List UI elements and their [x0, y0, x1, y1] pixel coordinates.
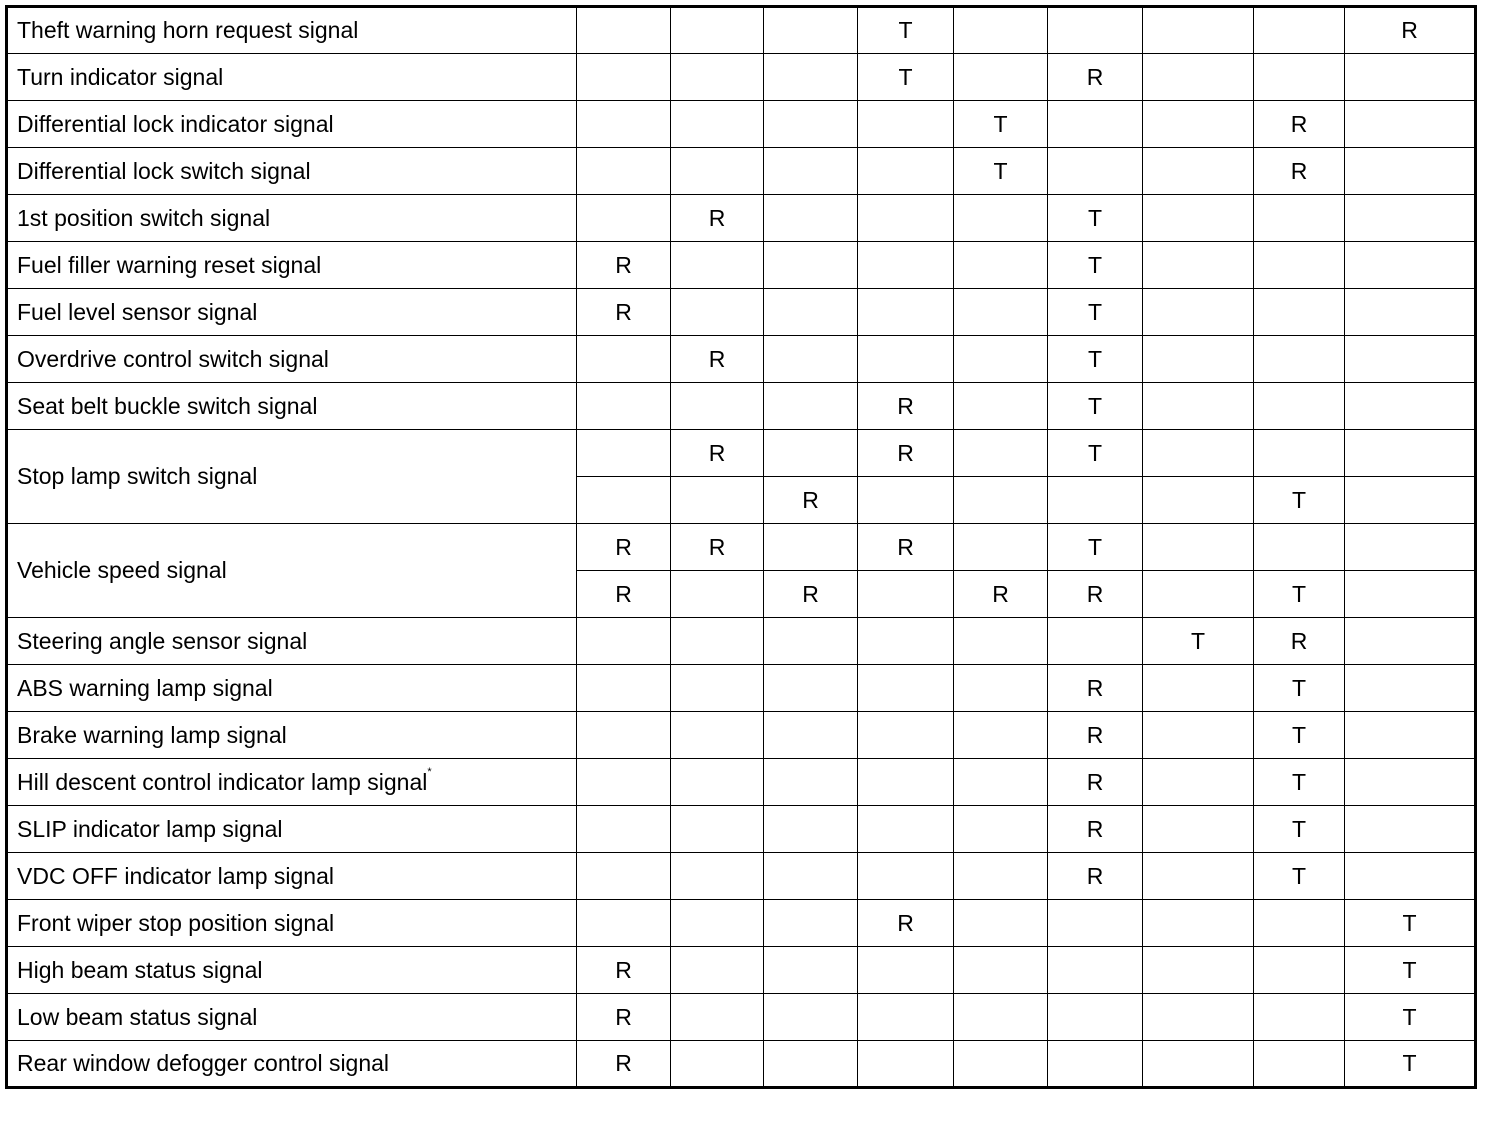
signal-cell — [1345, 571, 1476, 618]
signal-cell — [577, 430, 671, 477]
signal-cell — [1254, 900, 1345, 947]
signal-cell — [1048, 1041, 1143, 1088]
signal-cell — [764, 54, 858, 101]
signal-cell — [1254, 289, 1345, 336]
signal-cell — [858, 947, 954, 994]
signal-cell — [1143, 242, 1254, 289]
signal-cell — [1345, 148, 1476, 195]
table-row — [7, 759, 1476, 806]
signal-cell — [577, 101, 671, 148]
table-body — [7, 7, 1476, 1088]
signal-cell: T — [1048, 336, 1143, 383]
signal-cell — [858, 712, 954, 759]
signal-cell — [671, 148, 764, 195]
signal-cell: R — [858, 383, 954, 430]
signal-cell — [1345, 336, 1476, 383]
signal-cell — [1143, 289, 1254, 336]
signal-cell — [858, 195, 954, 242]
signal-name-cell — [7, 336, 577, 383]
table-row — [7, 947, 1476, 994]
signal-cell — [1143, 54, 1254, 101]
signal-cell — [1345, 289, 1476, 336]
signal-cell — [1254, 430, 1345, 477]
footnote-mark: * — [427, 765, 432, 778]
signal-cell: T — [1048, 242, 1143, 289]
signal-cell — [1143, 571, 1254, 618]
signal-cell — [764, 947, 858, 994]
signal-name-cell — [7, 430, 577, 524]
signal-cell — [1254, 947, 1345, 994]
signal-cell — [954, 1041, 1048, 1088]
signal-cell: R — [764, 477, 858, 524]
signal-cell — [1143, 383, 1254, 430]
signal-cell — [1143, 7, 1254, 54]
signal-cell — [954, 336, 1048, 383]
signal-cell — [1143, 994, 1254, 1041]
signal-name: Hill descent control indicator lamp signal — [17, 768, 428, 795]
table-row — [7, 806, 1476, 853]
signal-name: Fuel level sensor signal — [17, 298, 258, 325]
signal-cell: R — [954, 571, 1048, 618]
signal-cell — [858, 1041, 954, 1088]
table-row — [7, 994, 1476, 1041]
signal-cell — [671, 900, 764, 947]
signal-cell — [764, 7, 858, 54]
signal-name: 1st position switch signal — [17, 204, 271, 231]
table-row — [7, 383, 1476, 430]
signal-cell: R — [671, 336, 764, 383]
signal-cell — [858, 289, 954, 336]
signal-cell — [764, 524, 858, 571]
signal-cell — [671, 947, 764, 994]
signal-cell: R — [858, 900, 954, 947]
signal-cell — [1345, 524, 1476, 571]
signal-name-cell — [7, 148, 577, 195]
signal-cell — [1143, 477, 1254, 524]
signal-name-cell — [7, 1041, 577, 1088]
signal-cell: R — [1048, 806, 1143, 853]
signal-table — [5, 5, 1477, 1089]
signal-cell — [954, 383, 1048, 430]
signal-name-cell — [7, 524, 577, 618]
signal-cell — [954, 195, 1048, 242]
signal-cell — [1345, 242, 1476, 289]
signal-cell — [577, 383, 671, 430]
table-row — [7, 54, 1476, 101]
signal-cell — [577, 712, 671, 759]
signal-cell — [1048, 7, 1143, 54]
signal-cell — [1254, 242, 1345, 289]
signal-cell — [764, 665, 858, 712]
signal-cell — [1143, 148, 1254, 195]
signal-cell — [764, 430, 858, 477]
table-row — [7, 853, 1476, 900]
signal-cell — [764, 148, 858, 195]
signal-cell — [1143, 524, 1254, 571]
signal-cell — [671, 571, 764, 618]
signal-name: Steering angle sensor signal — [17, 627, 308, 654]
signal-cell — [671, 383, 764, 430]
signal-cell — [1143, 195, 1254, 242]
signal-cell — [1345, 477, 1476, 524]
signal-cell — [858, 477, 954, 524]
signal-name-cell — [7, 618, 577, 665]
signal-cell: R — [858, 430, 954, 477]
table-row — [7, 524, 1476, 571]
signal-cell: T — [1048, 289, 1143, 336]
signal-cell: R — [1048, 853, 1143, 900]
table-row — [7, 7, 1476, 54]
signal-cell — [577, 900, 671, 947]
table-row — [7, 1041, 1476, 1088]
signal-cell — [577, 54, 671, 101]
signal-cell — [1143, 101, 1254, 148]
table-row — [7, 101, 1476, 148]
signal-cell — [577, 618, 671, 665]
signal-cell: T — [1048, 524, 1143, 571]
signal-cell: T — [1048, 383, 1143, 430]
signal-cell: T — [1254, 712, 1345, 759]
signal-cell — [858, 336, 954, 383]
signal-cell — [954, 477, 1048, 524]
signal-cell: R — [577, 524, 671, 571]
signal-name-cell — [7, 7, 577, 54]
signal-cell — [577, 665, 671, 712]
signal-cell — [1143, 336, 1254, 383]
signal-name-cell — [7, 712, 577, 759]
signal-cell — [671, 994, 764, 1041]
table-row — [7, 242, 1476, 289]
signal-cell — [858, 665, 954, 712]
signal-cell — [671, 618, 764, 665]
signal-cell — [1254, 195, 1345, 242]
signal-cell: T — [1345, 994, 1476, 1041]
signal-cell — [1143, 1041, 1254, 1088]
signal-cell: R — [577, 289, 671, 336]
signal-name: Differential lock indicator signal — [17, 110, 334, 137]
signal-cell: R — [577, 947, 671, 994]
signal-cell: T — [954, 101, 1048, 148]
signal-cell: T — [1345, 947, 1476, 994]
signal-cell — [764, 242, 858, 289]
signal-cell: T — [1254, 806, 1345, 853]
signal-cell: R — [1048, 54, 1143, 101]
signal-cell — [671, 665, 764, 712]
signal-name-cell — [7, 806, 577, 853]
signal-cell: R — [1345, 7, 1476, 54]
signal-cell: T — [1254, 571, 1345, 618]
signal-cell: R — [1048, 665, 1143, 712]
signal-cell — [954, 712, 1048, 759]
signal-cell — [954, 430, 1048, 477]
signal-cell — [764, 195, 858, 242]
signal-cell — [1345, 806, 1476, 853]
signal-cell — [764, 806, 858, 853]
signal-name-cell — [7, 665, 577, 712]
signal-cell — [954, 242, 1048, 289]
signal-cell — [1048, 148, 1143, 195]
signal-cell — [1345, 853, 1476, 900]
signal-cell — [1345, 712, 1476, 759]
signal-cell — [858, 571, 954, 618]
signal-cell — [1345, 54, 1476, 101]
signal-cell: R — [1048, 759, 1143, 806]
signal-cell — [1254, 994, 1345, 1041]
table-row — [7, 148, 1476, 195]
signal-cell: T — [1345, 1041, 1476, 1088]
signal-cell — [858, 148, 954, 195]
signal-cell — [671, 242, 764, 289]
signal-name-cell — [7, 242, 577, 289]
signal-cell — [954, 289, 1048, 336]
table-row — [7, 289, 1476, 336]
signal-cell: R — [1048, 712, 1143, 759]
signal-cell — [858, 759, 954, 806]
signal-cell — [954, 7, 1048, 54]
signal-cell: R — [1254, 618, 1345, 665]
signal-cell: R — [671, 524, 764, 571]
signal-cell — [1048, 477, 1143, 524]
signal-cell — [1254, 7, 1345, 54]
signal-cell — [764, 101, 858, 148]
signal-cell: R — [671, 195, 764, 242]
signal-cell — [671, 806, 764, 853]
signal-cell — [764, 759, 858, 806]
signal-cell — [1143, 806, 1254, 853]
signal-cell — [954, 853, 1048, 900]
signal-cell — [1254, 383, 1345, 430]
signal-cell — [1345, 101, 1476, 148]
signal-name: Fuel filler warning reset signal — [17, 251, 322, 278]
signal-cell — [1143, 430, 1254, 477]
signal-cell — [671, 101, 764, 148]
table-row — [7, 430, 1476, 477]
signal-cell — [764, 712, 858, 759]
signal-cell — [671, 712, 764, 759]
signal-name: SLIP indicator lamp signal — [17, 815, 283, 842]
signal-cell — [1143, 947, 1254, 994]
signal-cell — [1143, 853, 1254, 900]
signal-cell — [1048, 618, 1143, 665]
signal-cell: R — [1254, 148, 1345, 195]
signal-cell — [954, 806, 1048, 853]
signal-cell — [954, 759, 1048, 806]
signal-cell — [764, 853, 858, 900]
signal-cell — [1143, 665, 1254, 712]
signal-cell — [577, 195, 671, 242]
signal-cell: T — [1254, 665, 1345, 712]
signal-cell — [671, 1041, 764, 1088]
signal-cell — [858, 101, 954, 148]
signal-cell — [671, 54, 764, 101]
signal-name: High beam status signal — [17, 956, 263, 983]
signal-name: Low beam status signal — [17, 1003, 258, 1030]
signal-cell — [671, 289, 764, 336]
signal-cell — [954, 994, 1048, 1041]
signal-name: Differential lock switch signal — [17, 157, 311, 184]
signal-cell — [954, 947, 1048, 994]
signal-cell — [671, 7, 764, 54]
signal-name-cell — [7, 195, 577, 242]
signal-cell — [671, 477, 764, 524]
signal-name: Turn indicator signal — [17, 63, 224, 90]
signal-cell: T — [1254, 477, 1345, 524]
signal-name-cell — [7, 853, 577, 900]
signal-cell — [1345, 618, 1476, 665]
table-row — [7, 665, 1476, 712]
signal-name-cell — [7, 101, 577, 148]
signal-name-cell — [7, 289, 577, 336]
signal-name: Rear window defogger control signal — [17, 1050, 390, 1076]
signal-cell: T — [858, 54, 954, 101]
signal-cell — [577, 7, 671, 54]
table-row — [7, 336, 1476, 383]
signal-cell — [764, 1041, 858, 1088]
signal-cell: R — [1048, 571, 1143, 618]
signal-cell — [764, 383, 858, 430]
signal-name: Brake warning lamp signal — [17, 721, 287, 748]
signal-cell — [577, 853, 671, 900]
signal-cell — [764, 994, 858, 1041]
signal-name: Stop lamp switch signal — [17, 463, 258, 489]
signal-name: VDC OFF indicator lamp signal — [17, 862, 334, 889]
signal-cell — [1345, 195, 1476, 242]
table-row — [7, 195, 1476, 242]
signal-cell — [858, 618, 954, 665]
signal-cell — [954, 900, 1048, 947]
signal-cell — [1254, 524, 1345, 571]
signal-name-cell — [7, 994, 577, 1041]
signal-cell: R — [577, 994, 671, 1041]
signal-cell — [1345, 383, 1476, 430]
signal-name-cell — [7, 900, 577, 947]
signal-cell — [1345, 665, 1476, 712]
signal-name: Vehicle speed signal — [17, 557, 227, 583]
signal-cell: R — [577, 242, 671, 289]
signal-cell — [1048, 947, 1143, 994]
signal-cell — [764, 289, 858, 336]
signal-cell: T — [1048, 430, 1143, 477]
signal-cell: R — [1254, 101, 1345, 148]
signal-cell — [671, 759, 764, 806]
table-row — [7, 712, 1476, 759]
signal-cell — [764, 618, 858, 665]
signal-cell: R — [764, 571, 858, 618]
signal-cell — [577, 477, 671, 524]
signal-cell — [1345, 430, 1476, 477]
signal-cell — [858, 242, 954, 289]
signal-cell: T — [1254, 853, 1345, 900]
signal-cell — [1254, 336, 1345, 383]
signal-cell — [954, 665, 1048, 712]
signal-cell — [764, 900, 858, 947]
signal-cell — [1143, 900, 1254, 947]
signal-cell — [1254, 54, 1345, 101]
signal-name: Seat belt buckle switch signal — [17, 392, 318, 419]
signal-name-cell — [7, 759, 577, 806]
signal-cell — [671, 853, 764, 900]
signal-cell — [954, 54, 1048, 101]
table-row — [7, 618, 1476, 665]
signal-cell — [858, 806, 954, 853]
signal-cell: T — [1345, 900, 1476, 947]
signal-cell: R — [671, 430, 764, 477]
signal-cell — [954, 524, 1048, 571]
signal-cell — [1048, 900, 1143, 947]
signal-cell: T — [858, 7, 954, 54]
signal-name: ABS warning lamp signal — [17, 674, 273, 701]
signal-cell — [1048, 994, 1143, 1041]
signal-cell — [577, 336, 671, 383]
signal-cell — [1048, 101, 1143, 148]
signal-cell — [1143, 759, 1254, 806]
table-row — [7, 900, 1476, 947]
signal-cell — [577, 806, 671, 853]
signal-cell — [577, 759, 671, 806]
signal-name-cell — [7, 947, 577, 994]
signal-cell — [1143, 712, 1254, 759]
signal-cell: R — [858, 524, 954, 571]
signal-cell — [858, 853, 954, 900]
signal-cell — [1345, 759, 1476, 806]
signal-cell: T — [1254, 759, 1345, 806]
signal-name-cell — [7, 383, 577, 430]
signal-cell: R — [577, 571, 671, 618]
signal-cell: T — [954, 148, 1048, 195]
signal-cell — [954, 618, 1048, 665]
signal-cell — [764, 336, 858, 383]
signal-name: Theft warning horn request signal — [17, 17, 359, 43]
signal-cell — [1254, 1041, 1345, 1088]
signal-cell: T — [1048, 195, 1143, 242]
signal-name-cell — [7, 54, 577, 101]
signal-cell: R — [577, 1041, 671, 1088]
signal-name: Front wiper stop position signal — [17, 909, 335, 936]
signal-cell: T — [1143, 618, 1254, 665]
signal-name: Overdrive control switch signal — [17, 345, 329, 372]
signal-cell — [858, 994, 954, 1041]
signal-cell — [577, 148, 671, 195]
